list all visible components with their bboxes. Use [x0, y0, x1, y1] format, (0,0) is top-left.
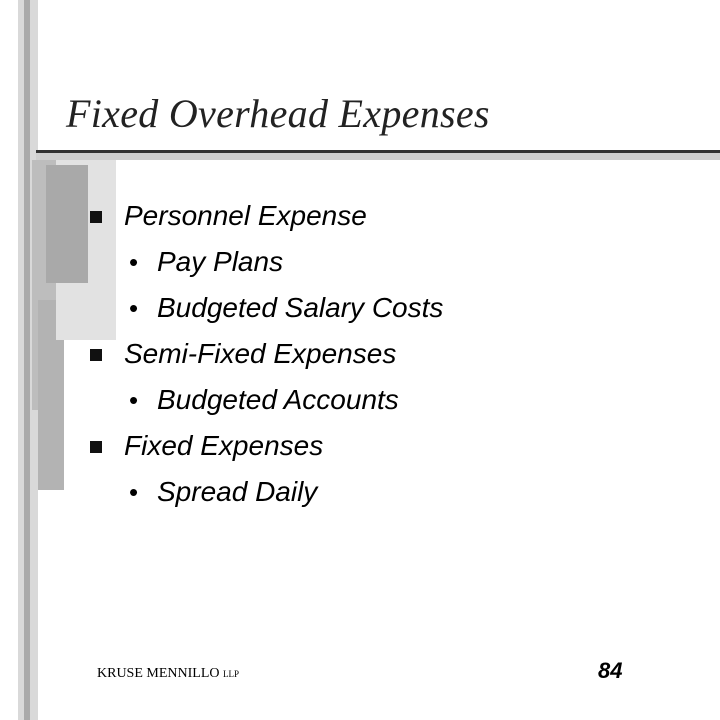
page-number: 84: [598, 658, 623, 683]
bullet-item: [86, 423, 686, 469]
bullet-text: Budgeted Salary Costs: [157, 292, 444, 323]
square-bullet-icon: [90, 441, 102, 453]
bullet-text: Budgeted Accounts: [157, 384, 399, 415]
title-rule: [36, 150, 720, 153]
decor-bar: [46, 165, 88, 283]
footer-llp: LLP: [223, 669, 240, 679]
bullet-text: Spread Daily: [157, 476, 318, 507]
bullet-text: Pay Plans: [157, 246, 284, 277]
footer-firm: KRUSE MENNILLO: [97, 666, 220, 681]
bullet-dot-icon: •: [129, 385, 139, 415]
bullet-item: [86, 331, 686, 377]
sub-bullet-item: [86, 469, 686, 515]
footer-firm-name: [97, 666, 239, 682]
square-bullet-icon: [90, 211, 102, 223]
title-rule-shadow: [36, 153, 720, 160]
bullet-dot-icon: •: [129, 477, 139, 507]
square-bullet-icon: [90, 349, 102, 361]
sub-bullet-item: [86, 285, 686, 331]
bullet-list: [86, 193, 686, 515]
sub-bullet-item: [86, 239, 686, 285]
sub-bullet-item: [86, 377, 686, 423]
bullet-dot-icon: •: [129, 247, 139, 277]
slide-title: Fixed Overhead Expenses: [66, 91, 490, 136]
bullet-text: Semi-Fixed Expenses: [124, 338, 397, 369]
bullet-text: Fixed Expenses: [124, 430, 324, 461]
bullet-item: [86, 193, 686, 239]
decor-bar: [24, 0, 30, 720]
bullet-dot-icon: •: [129, 293, 139, 323]
bullet-text: Personnel Expense: [124, 200, 367, 231]
